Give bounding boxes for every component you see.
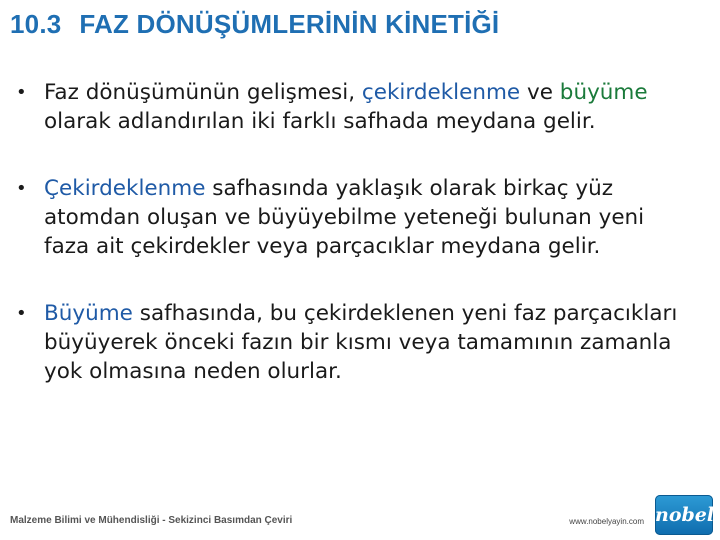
nobel-logo: nobel	[655, 495, 713, 535]
bullet-dot: •	[16, 82, 27, 103]
bullet-text: ve	[520, 80, 560, 105]
bullet-item-2	[16, 174, 696, 261]
bullet-list	[16, 78, 696, 424]
keyword-buyume: Büyüme	[44, 301, 133, 326]
bullet-text: safhasında yaklaşık olarak birkaç yüz atomdan oluşan ve büyüyebilme yeteneği bulunan yeni faza ait çekirdekler veya parçacıklar meydana gelir.	[44, 176, 645, 259]
keyword-cekirdeklenme: Çekirdeklenme	[44, 176, 206, 201]
footer-website: www.nobelyayin.com	[569, 517, 644, 526]
section-title: FAZ DÖNÜŞÜMLERİNİN KİNETİĞİ	[79, 9, 500, 39]
bullet-dot: •	[16, 178, 27, 199]
bullet-item-3	[16, 299, 696, 386]
footer-book-title: Malzeme Bilimi ve Mühendisliği - Sekizinci Basımdan Çeviri	[10, 515, 293, 526]
bullet-dot: •	[16, 303, 27, 324]
keyword-cekirdeklenme: çekirdeklenme	[361, 80, 521, 105]
bullet-text: olarak adlandırılan iki farklı safhada meydana gelir.	[44, 109, 596, 134]
bullet-text: safhasında, bu çekirdeklenen yeni faz parçacıkları büyüyerek önceki fazın bir kısmı veya tamamının zamanla yok olmasına neden olurlar.	[44, 301, 678, 384]
section-number: 10.3	[10, 9, 62, 39]
keyword-buyume: büyüme	[559, 80, 648, 105]
bullet-item-1	[16, 78, 696, 136]
slide-title	[10, 6, 499, 42]
bullet-text: Faz dönüşümünün gelişmesi,	[44, 80, 362, 105]
